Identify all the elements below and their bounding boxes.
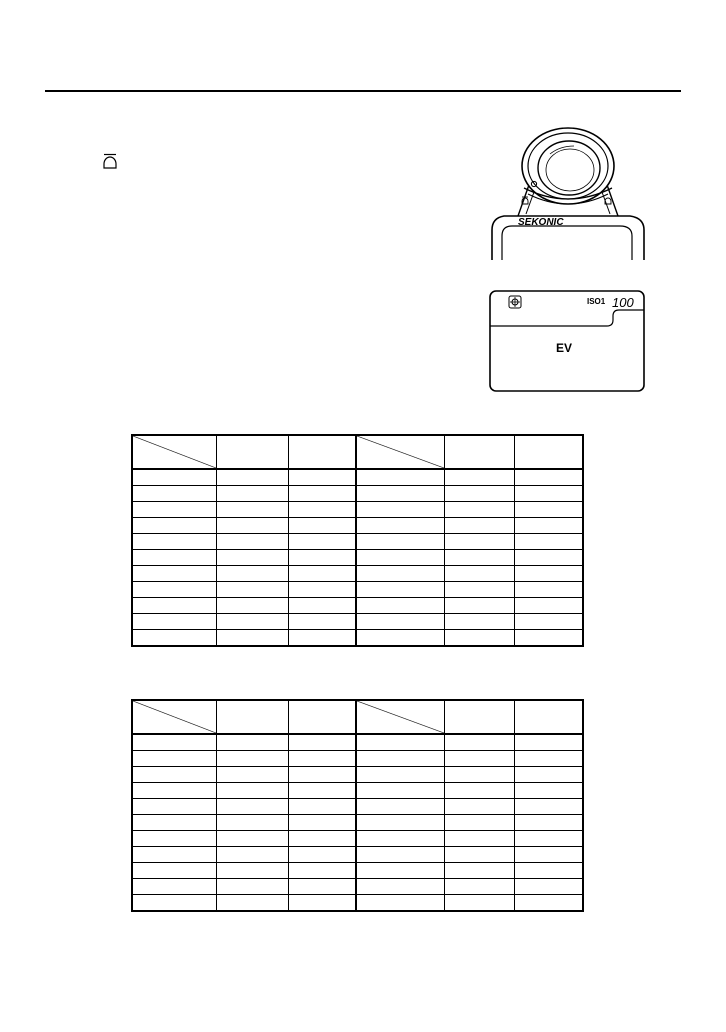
table-row: [132, 734, 583, 751]
table-cell: [514, 502, 583, 518]
table-header-cell: [356, 435, 444, 469]
ev-label: EV: [556, 341, 573, 355]
table-row: [132, 469, 583, 486]
table-cell: [514, 550, 583, 566]
table-cell: [132, 630, 216, 647]
table-cell: [288, 630, 356, 647]
table-header-cell: [216, 435, 288, 469]
table-header-cell: [444, 700, 514, 734]
table-cell: [514, 767, 583, 783]
table-cell: [444, 614, 514, 630]
table-cell: [444, 847, 514, 863]
table-cell: [288, 879, 356, 895]
table-cell: [216, 734, 288, 751]
table-cell: [132, 518, 216, 534]
table-cell: [514, 847, 583, 863]
table-cell: [288, 534, 356, 550]
table-cell: [216, 799, 288, 815]
table-cell: [514, 815, 583, 831]
table-cell: [132, 895, 216, 912]
table-cell: [288, 847, 356, 863]
light-meter-illustration: [488, 122, 648, 262]
table-cell: [216, 582, 288, 598]
table-cell: [356, 582, 444, 598]
table-cell: [288, 518, 356, 534]
table-cell: [132, 534, 216, 550]
table-cell: [216, 598, 288, 614]
table-cell: [444, 582, 514, 598]
table-cell: [288, 614, 356, 630]
table-cell: [444, 630, 514, 647]
table-cell: [132, 469, 216, 486]
table-cell: [356, 469, 444, 486]
table-header-cell: [514, 700, 583, 734]
table-row: [132, 879, 583, 895]
table-header-cell: [288, 700, 356, 734]
table-cell: [288, 582, 356, 598]
table-cell: [514, 469, 583, 486]
table-cell: [216, 502, 288, 518]
table-cell: [356, 502, 444, 518]
table-row: [132, 767, 583, 783]
table-cell: [132, 582, 216, 598]
table-cell: [356, 767, 444, 783]
table-cell: [132, 566, 216, 582]
table-row: [132, 550, 583, 566]
table-row: [132, 831, 583, 847]
table-row: [132, 518, 583, 534]
table-cell: [132, 614, 216, 630]
table-cell: [132, 550, 216, 566]
table-cell: [132, 831, 216, 847]
table-row: [132, 847, 583, 863]
table-cell: [288, 831, 356, 847]
table-cell: [514, 751, 583, 767]
table-cell: [216, 879, 288, 895]
table-cell: [444, 598, 514, 614]
table-row: [132, 895, 583, 912]
table-cell: [444, 783, 514, 799]
table-cell: [514, 895, 583, 912]
table-cell: [514, 783, 583, 799]
table-row: [132, 582, 583, 598]
brand-label: SEKONIC: [518, 217, 564, 228]
table-cell: [356, 614, 444, 630]
table-cell: [356, 550, 444, 566]
table-cell: [444, 815, 514, 831]
table-cell: [514, 566, 583, 582]
dome-icon: [103, 153, 117, 169]
table-cell: [288, 799, 356, 815]
table-cell: [514, 534, 583, 550]
table-cell: [514, 831, 583, 847]
table-cell: [216, 831, 288, 847]
table-cell: [288, 469, 356, 486]
table-cell: [216, 469, 288, 486]
table-cell: [444, 486, 514, 502]
table-cell: [288, 751, 356, 767]
table-header-cell: [288, 435, 356, 469]
table-cell: [216, 518, 288, 534]
table-cell: [132, 783, 216, 799]
iso-value: 100: [612, 295, 634, 310]
table-cell: [356, 879, 444, 895]
table-row: [132, 783, 583, 799]
table-header-row: [132, 700, 583, 734]
header-rule: [45, 90, 681, 92]
table-row: [132, 534, 583, 550]
table-header-cell: [444, 435, 514, 469]
lcd-display-illustration: [489, 290, 645, 392]
table-cell: [288, 815, 356, 831]
table-cell: [216, 783, 288, 799]
table-cell: [356, 863, 444, 879]
table-header-cell: [132, 435, 216, 469]
table-cell: [216, 767, 288, 783]
table-row: [132, 630, 583, 647]
table-header-cell: [132, 700, 216, 734]
table-cell: [288, 550, 356, 566]
table-cell: [216, 550, 288, 566]
table-cell: [444, 831, 514, 847]
table-cell: [514, 734, 583, 751]
table-cell: [132, 486, 216, 502]
table-cell: [514, 879, 583, 895]
table-cell: [288, 895, 356, 912]
table-cell: [356, 518, 444, 534]
table-cell: [356, 751, 444, 767]
table-cell: [356, 566, 444, 582]
table-cell: [444, 767, 514, 783]
table-cell: [444, 879, 514, 895]
table-cell: [444, 550, 514, 566]
table-header-cell: [514, 435, 583, 469]
table-header-cell: [356, 700, 444, 734]
table-cell: [356, 630, 444, 647]
table-cell: [132, 598, 216, 614]
table-cell: [132, 502, 216, 518]
table-row: [132, 863, 583, 879]
table-cell: [444, 863, 514, 879]
table-cell: [514, 518, 583, 534]
table-cell: [444, 895, 514, 912]
table-cell: [444, 734, 514, 751]
table-cell: [132, 767, 216, 783]
table-row: [132, 614, 583, 630]
table-cell: [356, 783, 444, 799]
data-table-1: [131, 434, 584, 647]
table-cell: [356, 598, 444, 614]
table-cell: [356, 486, 444, 502]
table-cell: [356, 847, 444, 863]
table-cell: [132, 734, 216, 751]
table-cell: [444, 469, 514, 486]
table-cell: [132, 751, 216, 767]
table-cell: [132, 799, 216, 815]
table-cell: [216, 566, 288, 582]
table-cell: [514, 598, 583, 614]
table-cell: [216, 847, 288, 863]
table-cell: [216, 534, 288, 550]
table-cell: [288, 566, 356, 582]
table-cell: [356, 831, 444, 847]
table-cell: [514, 630, 583, 647]
table-cell: [356, 734, 444, 751]
table-cell: [216, 863, 288, 879]
iso-label: ISO1: [587, 297, 606, 306]
table-cell: [444, 534, 514, 550]
table-cell: [132, 879, 216, 895]
table-cell: [444, 502, 514, 518]
table-cell: [444, 566, 514, 582]
table-header-cell: [216, 700, 288, 734]
table-cell: [444, 799, 514, 815]
table-row: [132, 566, 583, 582]
table-row: [132, 815, 583, 831]
table-cell: [356, 895, 444, 912]
table-cell: [288, 734, 356, 751]
table-cell: [216, 815, 288, 831]
table-cell: [132, 863, 216, 879]
table-row: [132, 751, 583, 767]
table-cell: [356, 534, 444, 550]
table-row: [132, 598, 583, 614]
table-row: [132, 502, 583, 518]
table-cell: [216, 751, 288, 767]
table-cell: [288, 502, 356, 518]
table-header-row: [132, 435, 583, 469]
table-cell: [288, 767, 356, 783]
table-cell: [514, 582, 583, 598]
table-row: [132, 486, 583, 502]
table-cell: [216, 614, 288, 630]
table-cell: [356, 799, 444, 815]
table-cell: [288, 486, 356, 502]
table-cell: [514, 799, 583, 815]
table-cell: [216, 630, 288, 647]
table-cell: [514, 614, 583, 630]
table-cell: [444, 751, 514, 767]
table-cell: [288, 783, 356, 799]
table-cell: [514, 863, 583, 879]
table-cell: [356, 815, 444, 831]
table-cell: [514, 486, 583, 502]
table-cell: [288, 863, 356, 879]
table-cell: [132, 815, 216, 831]
table-cell: [216, 895, 288, 912]
table-cell: [288, 598, 356, 614]
table-cell: [132, 847, 216, 863]
table-cell: [444, 518, 514, 534]
table-row: [132, 799, 583, 815]
table-cell: [216, 486, 288, 502]
data-table-2: [131, 699, 584, 912]
